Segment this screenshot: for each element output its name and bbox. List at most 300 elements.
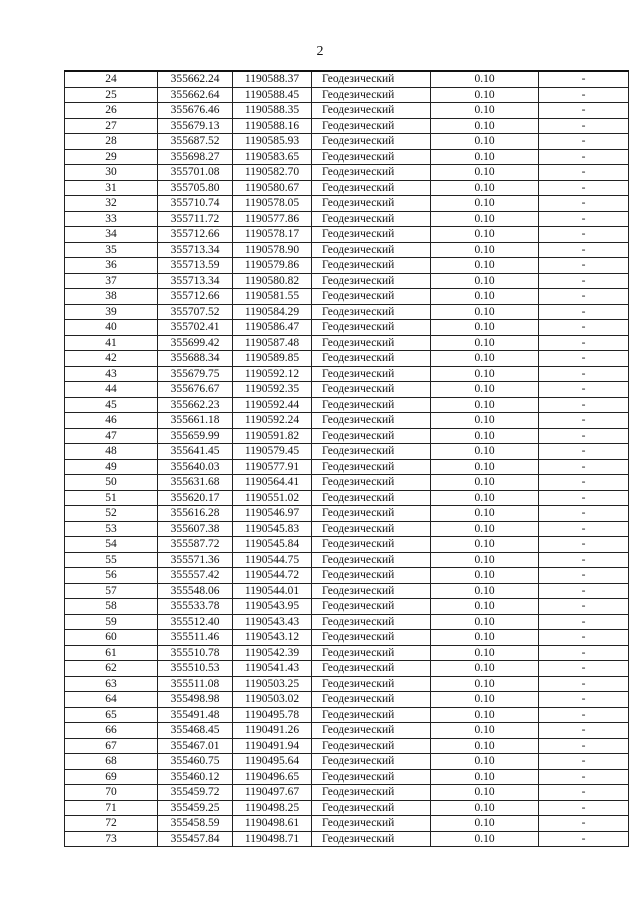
point-number-cell: 69 <box>65 769 158 785</box>
point-number-cell: 57 <box>65 583 158 599</box>
accuracy-cell: 0.10 <box>431 103 539 119</box>
method-cell: Геодезический <box>312 351 431 367</box>
method-cell: Геодезический <box>312 273 431 289</box>
y-coordinate-cell: 1190564.41 <box>233 475 312 491</box>
table-row <box>65 87 629 103</box>
table-row <box>65 134 629 150</box>
x-coordinate-cell: 355512.40 <box>158 614 233 630</box>
method-cell: Геодезический <box>312 630 431 646</box>
note-cell: - <box>539 831 629 847</box>
note-cell: - <box>539 335 629 351</box>
accuracy-cell: 0.10 <box>431 661 539 677</box>
accuracy-cell: 0.10 <box>431 816 539 832</box>
accuracy-cell: 0.10 <box>431 258 539 274</box>
note-cell: - <box>539 800 629 816</box>
point-number-cell: 40 <box>65 320 158 336</box>
accuracy-cell: 0.10 <box>431 320 539 336</box>
method-cell: Геодезический <box>312 506 431 522</box>
method-cell: Геодезический <box>312 614 431 630</box>
table-row <box>65 723 629 739</box>
point-number-cell: 48 <box>65 444 158 460</box>
x-coordinate-cell: 355587.72 <box>158 537 233 553</box>
method-cell: Геодезический <box>312 754 431 770</box>
point-number-cell: 44 <box>65 382 158 398</box>
table-row <box>65 320 629 336</box>
x-coordinate-cell: 355607.38 <box>158 521 233 537</box>
point-number-cell: 65 <box>65 707 158 723</box>
method-cell: Геодезический <box>312 459 431 475</box>
x-coordinate-cell: 355662.23 <box>158 397 233 413</box>
method-cell: Геодезический <box>312 149 431 165</box>
point-number-cell: 68 <box>65 754 158 770</box>
method-cell: Геодезический <box>312 490 431 506</box>
accuracy-cell: 0.10 <box>431 506 539 522</box>
method-cell: Геодезический <box>312 196 431 212</box>
note-cell: - <box>539 754 629 770</box>
note-cell: - <box>539 413 629 429</box>
y-coordinate-cell: 1190543.12 <box>233 630 312 646</box>
y-coordinate-cell: 1190546.97 <box>233 506 312 522</box>
x-coordinate-cell: 355679.75 <box>158 366 233 382</box>
note-cell: - <box>539 289 629 305</box>
note-cell: - <box>539 118 629 134</box>
accuracy-cell: 0.10 <box>431 397 539 413</box>
y-coordinate-cell: 1190579.45 <box>233 444 312 460</box>
y-coordinate-cell: 1190543.43 <box>233 614 312 630</box>
x-coordinate-cell: 355459.72 <box>158 785 233 801</box>
method-cell: Геодезический <box>312 397 431 413</box>
point-number-cell: 30 <box>65 165 158 181</box>
method-cell: Геодезический <box>312 180 431 196</box>
point-number-cell: 25 <box>65 87 158 103</box>
y-coordinate-cell: 1190586.47 <box>233 320 312 336</box>
point-number-cell: 53 <box>65 521 158 537</box>
y-coordinate-cell: 1190503.25 <box>233 676 312 692</box>
note-cell: - <box>539 103 629 119</box>
method-cell: Геодезический <box>312 831 431 847</box>
method-cell: Геодезический <box>312 785 431 801</box>
table-row <box>65 707 629 723</box>
table-row <box>65 351 629 367</box>
note-cell: - <box>539 242 629 258</box>
y-coordinate-cell: 1190495.78 <box>233 707 312 723</box>
y-coordinate-cell: 1190497.67 <box>233 785 312 801</box>
accuracy-cell: 0.10 <box>431 71 539 87</box>
y-coordinate-cell: 1190579.86 <box>233 258 312 274</box>
accuracy-cell: 0.10 <box>431 707 539 723</box>
table-row <box>65 614 629 630</box>
method-cell: Геодезический <box>312 599 431 615</box>
x-coordinate-cell: 355641.45 <box>158 444 233 460</box>
table-row <box>65 103 629 119</box>
x-coordinate-cell: 355676.46 <box>158 103 233 119</box>
table-row <box>65 521 629 537</box>
point-number-cell: 51 <box>65 490 158 506</box>
table-row <box>65 645 629 661</box>
x-coordinate-cell: 355571.36 <box>158 552 233 568</box>
table-row <box>65 676 629 692</box>
y-coordinate-cell: 1190545.83 <box>233 521 312 537</box>
point-number-cell: 33 <box>65 211 158 227</box>
note-cell: - <box>539 87 629 103</box>
note-cell: - <box>539 211 629 227</box>
point-number-cell: 27 <box>65 118 158 134</box>
x-coordinate-cell: 355711.72 <box>158 211 233 227</box>
y-coordinate-cell: 1190578.17 <box>233 227 312 243</box>
accuracy-cell: 0.10 <box>431 428 539 444</box>
y-coordinate-cell: 1190582.70 <box>233 165 312 181</box>
y-coordinate-cell: 1190581.55 <box>233 289 312 305</box>
point-number-cell: 66 <box>65 723 158 739</box>
point-number-cell: 46 <box>65 413 158 429</box>
accuracy-cell: 0.10 <box>431 382 539 398</box>
y-coordinate-cell: 1190578.05 <box>233 196 312 212</box>
y-coordinate-cell: 1190544.72 <box>233 568 312 584</box>
table-row <box>65 304 629 320</box>
y-coordinate-cell: 1190588.37 <box>233 71 312 87</box>
table-row <box>65 382 629 398</box>
note-cell: - <box>539 692 629 708</box>
point-number-cell: 34 <box>65 227 158 243</box>
x-coordinate-cell: 355710.74 <box>158 196 233 212</box>
accuracy-cell: 0.10 <box>431 831 539 847</box>
accuracy-cell: 0.10 <box>431 196 539 212</box>
x-coordinate-cell: 355662.24 <box>158 71 233 87</box>
method-cell: Геодезический <box>312 475 431 491</box>
accuracy-cell: 0.10 <box>431 335 539 351</box>
y-coordinate-cell: 1190592.24 <box>233 413 312 429</box>
method-cell: Геодезический <box>312 537 431 553</box>
point-number-cell: 31 <box>65 180 158 196</box>
table-row <box>65 289 629 305</box>
note-cell: - <box>539 180 629 196</box>
x-coordinate-cell: 355467.01 <box>158 738 233 754</box>
method-cell: Геодезический <box>312 521 431 537</box>
note-cell: - <box>539 645 629 661</box>
accuracy-cell: 0.10 <box>431 645 539 661</box>
point-number-cell: 72 <box>65 816 158 832</box>
y-coordinate-cell: 1190577.91 <box>233 459 312 475</box>
note-cell: - <box>539 599 629 615</box>
accuracy-cell: 0.10 <box>431 118 539 134</box>
table-row <box>65 568 629 584</box>
y-coordinate-cell: 1190498.71 <box>233 831 312 847</box>
accuracy-cell: 0.10 <box>431 723 539 739</box>
method-cell: Геодезический <box>312 382 431 398</box>
point-number-cell: 49 <box>65 459 158 475</box>
point-number-cell: 26 <box>65 103 158 119</box>
point-number-cell: 41 <box>65 335 158 351</box>
method-cell: Геодезический <box>312 692 431 708</box>
accuracy-cell: 0.10 <box>431 459 539 475</box>
x-coordinate-cell: 355511.46 <box>158 630 233 646</box>
note-cell: - <box>539 366 629 382</box>
page-number: 2 <box>316 44 324 59</box>
x-coordinate-cell: 355510.53 <box>158 661 233 677</box>
x-coordinate-cell: 355699.42 <box>158 335 233 351</box>
x-coordinate-cell: 355457.84 <box>158 831 233 847</box>
method-cell: Геодезический <box>312 413 431 429</box>
note-cell: - <box>539 273 629 289</box>
accuracy-cell: 0.10 <box>431 211 539 227</box>
accuracy-cell: 0.10 <box>431 149 539 165</box>
x-coordinate-cell: 355459.25 <box>158 800 233 816</box>
method-cell: Геодезический <box>312 366 431 382</box>
method-cell: Геодезический <box>312 227 431 243</box>
point-number-cell: 50 <box>65 475 158 491</box>
method-cell: Геодезический <box>312 738 431 754</box>
x-coordinate-cell: 355659.99 <box>158 428 233 444</box>
method-cell: Геодезический <box>312 816 431 832</box>
point-number-cell: 62 <box>65 661 158 677</box>
point-number-cell: 43 <box>65 366 158 382</box>
x-coordinate-cell: 355631.68 <box>158 475 233 491</box>
y-coordinate-cell: 1190589.85 <box>233 351 312 367</box>
y-coordinate-cell: 1190587.48 <box>233 335 312 351</box>
point-number-cell: 59 <box>65 614 158 630</box>
accuracy-cell: 0.10 <box>431 583 539 599</box>
table-row <box>65 413 629 429</box>
note-cell: - <box>539 165 629 181</box>
table-row <box>65 754 629 770</box>
table-row <box>65 475 629 491</box>
table-row <box>65 444 629 460</box>
accuracy-cell: 0.10 <box>431 180 539 196</box>
point-number-cell: 70 <box>65 785 158 801</box>
y-coordinate-cell: 1190541.43 <box>233 661 312 677</box>
note-cell: - <box>539 676 629 692</box>
note-cell: - <box>539 630 629 646</box>
y-coordinate-cell: 1190498.61 <box>233 816 312 832</box>
method-cell: Геодезический <box>312 258 431 274</box>
note-cell: - <box>539 816 629 832</box>
accuracy-cell: 0.10 <box>431 552 539 568</box>
y-coordinate-cell: 1190496.65 <box>233 769 312 785</box>
accuracy-cell: 0.10 <box>431 754 539 770</box>
accuracy-cell: 0.10 <box>431 444 539 460</box>
note-cell: - <box>539 537 629 553</box>
note-cell: - <box>539 258 629 274</box>
note-cell: - <box>539 304 629 320</box>
point-number-cell: 54 <box>65 537 158 553</box>
point-number-cell: 52 <box>65 506 158 522</box>
y-coordinate-cell: 1190592.44 <box>233 397 312 413</box>
x-coordinate-cell: 355705.80 <box>158 180 233 196</box>
y-coordinate-cell: 1190583.65 <box>233 149 312 165</box>
note-cell: - <box>539 459 629 475</box>
y-coordinate-cell: 1190592.35 <box>233 382 312 398</box>
x-coordinate-cell: 355661.18 <box>158 413 233 429</box>
point-number-cell: 29 <box>65 149 158 165</box>
x-coordinate-cell: 355498.98 <box>158 692 233 708</box>
x-coordinate-cell: 355712.66 <box>158 227 233 243</box>
x-coordinate-cell: 355510.78 <box>158 645 233 661</box>
accuracy-cell: 0.10 <box>431 304 539 320</box>
note-cell: - <box>539 490 629 506</box>
method-cell: Геодезический <box>312 134 431 150</box>
table-row <box>65 506 629 522</box>
table-row <box>65 335 629 351</box>
note-cell: - <box>539 71 629 87</box>
x-coordinate-cell: 355620.17 <box>158 490 233 506</box>
x-coordinate-cell: 355712.66 <box>158 289 233 305</box>
table-row <box>65 800 629 816</box>
method-cell: Геодезический <box>312 211 431 227</box>
accuracy-cell: 0.10 <box>431 568 539 584</box>
y-coordinate-cell: 1190544.75 <box>233 552 312 568</box>
point-number-cell: 32 <box>65 196 158 212</box>
accuracy-cell: 0.10 <box>431 351 539 367</box>
table-row <box>65 366 629 382</box>
x-coordinate-cell: 355707.52 <box>158 304 233 320</box>
y-coordinate-cell: 1190543.95 <box>233 599 312 615</box>
x-coordinate-cell: 355713.59 <box>158 258 233 274</box>
x-coordinate-cell: 355533.78 <box>158 599 233 615</box>
note-cell: - <box>539 351 629 367</box>
point-number-cell: 64 <box>65 692 158 708</box>
accuracy-cell: 0.10 <box>431 490 539 506</box>
point-number-cell: 47 <box>65 428 158 444</box>
y-coordinate-cell: 1190588.16 <box>233 118 312 134</box>
x-coordinate-cell: 355511.08 <box>158 676 233 692</box>
note-cell: - <box>539 661 629 677</box>
note-cell: - <box>539 614 629 630</box>
table-row <box>65 149 629 165</box>
method-cell: Геодезический <box>312 304 431 320</box>
point-number-cell: 36 <box>65 258 158 274</box>
y-coordinate-cell: 1190584.29 <box>233 304 312 320</box>
point-number-cell: 60 <box>65 630 158 646</box>
note-cell: - <box>539 707 629 723</box>
accuracy-cell: 0.10 <box>431 227 539 243</box>
method-cell: Геодезический <box>312 320 431 336</box>
accuracy-cell: 0.10 <box>431 785 539 801</box>
method-cell: Геодезический <box>312 645 431 661</box>
table-row <box>65 661 629 677</box>
method-cell: Геодезический <box>312 552 431 568</box>
note-cell: - <box>539 227 629 243</box>
method-cell: Геодезический <box>312 289 431 305</box>
table-row <box>65 71 629 87</box>
accuracy-cell: 0.10 <box>431 537 539 553</box>
point-number-cell: 39 <box>65 304 158 320</box>
accuracy-cell: 0.10 <box>431 800 539 816</box>
accuracy-cell: 0.10 <box>431 165 539 181</box>
point-number-cell: 67 <box>65 738 158 754</box>
y-coordinate-cell: 1190580.67 <box>233 180 312 196</box>
x-coordinate-cell: 355640.03 <box>158 459 233 475</box>
table-row <box>65 785 629 801</box>
method-cell: Геодезический <box>312 71 431 87</box>
table-row <box>65 537 629 553</box>
method-cell: Геодезический <box>312 165 431 181</box>
point-number-cell: 35 <box>65 242 158 258</box>
note-cell: - <box>539 785 629 801</box>
point-number-cell: 38 <box>65 289 158 305</box>
table-row <box>65 692 629 708</box>
method-cell: Геодезический <box>312 583 431 599</box>
accuracy-cell: 0.10 <box>431 413 539 429</box>
table-row <box>65 738 629 754</box>
x-coordinate-cell: 355557.42 <box>158 568 233 584</box>
note-cell: - <box>539 723 629 739</box>
accuracy-cell: 0.10 <box>431 289 539 305</box>
coordinates-table-body <box>65 71 629 847</box>
note-cell: - <box>539 521 629 537</box>
y-coordinate-cell: 1190585.93 <box>233 134 312 150</box>
note-cell: - <box>539 428 629 444</box>
y-coordinate-cell: 1190577.86 <box>233 211 312 227</box>
accuracy-cell: 0.10 <box>431 134 539 150</box>
y-coordinate-cell: 1190544.01 <box>233 583 312 599</box>
y-coordinate-cell: 1190495.64 <box>233 754 312 770</box>
note-cell: - <box>539 738 629 754</box>
y-coordinate-cell: 1190551.02 <box>233 490 312 506</box>
x-coordinate-cell: 355616.28 <box>158 506 233 522</box>
x-coordinate-cell: 355713.34 <box>158 242 233 258</box>
point-number-cell: 45 <box>65 397 158 413</box>
note-cell: - <box>539 769 629 785</box>
x-coordinate-cell: 355687.52 <box>158 134 233 150</box>
table-row <box>65 490 629 506</box>
point-number-cell: 55 <box>65 552 158 568</box>
note-cell: - <box>539 134 629 150</box>
table-row <box>65 397 629 413</box>
table-row <box>65 118 629 134</box>
note-cell: - <box>539 320 629 336</box>
method-cell: Геодезический <box>312 661 431 677</box>
point-number-cell: 61 <box>65 645 158 661</box>
table-row <box>65 831 629 847</box>
y-coordinate-cell: 1190592.12 <box>233 366 312 382</box>
x-coordinate-cell: 355701.08 <box>158 165 233 181</box>
method-cell: Геодезический <box>312 335 431 351</box>
note-cell: - <box>539 382 629 398</box>
method-cell: Геодезический <box>312 676 431 692</box>
y-coordinate-cell: 1190498.25 <box>233 800 312 816</box>
method-cell: Геодезический <box>312 118 431 134</box>
x-coordinate-cell: 355460.75 <box>158 754 233 770</box>
x-coordinate-cell: 355676.67 <box>158 382 233 398</box>
x-coordinate-cell: 355548.06 <box>158 583 233 599</box>
y-coordinate-cell: 1190588.35 <box>233 103 312 119</box>
x-coordinate-cell: 355679.13 <box>158 118 233 134</box>
table-row <box>65 552 629 568</box>
note-cell: - <box>539 149 629 165</box>
accuracy-cell: 0.10 <box>431 475 539 491</box>
point-number-cell: 58 <box>65 599 158 615</box>
coordinates-table <box>64 70 629 847</box>
table-row <box>65 273 629 289</box>
x-coordinate-cell: 355468.45 <box>158 723 233 739</box>
accuracy-cell: 0.10 <box>431 614 539 630</box>
table-row <box>65 242 629 258</box>
x-coordinate-cell: 355688.34 <box>158 351 233 367</box>
accuracy-cell: 0.10 <box>431 366 539 382</box>
point-number-cell: 24 <box>65 71 158 87</box>
method-cell: Геодезический <box>312 769 431 785</box>
y-coordinate-cell: 1190578.90 <box>233 242 312 258</box>
table-row <box>65 227 629 243</box>
accuracy-cell: 0.10 <box>431 273 539 289</box>
table-row <box>65 196 629 212</box>
accuracy-cell: 0.10 <box>431 521 539 537</box>
table-row <box>65 165 629 181</box>
accuracy-cell: 0.10 <box>431 630 539 646</box>
method-cell: Геодезический <box>312 723 431 739</box>
table-row <box>65 428 629 444</box>
note-cell: - <box>539 506 629 522</box>
